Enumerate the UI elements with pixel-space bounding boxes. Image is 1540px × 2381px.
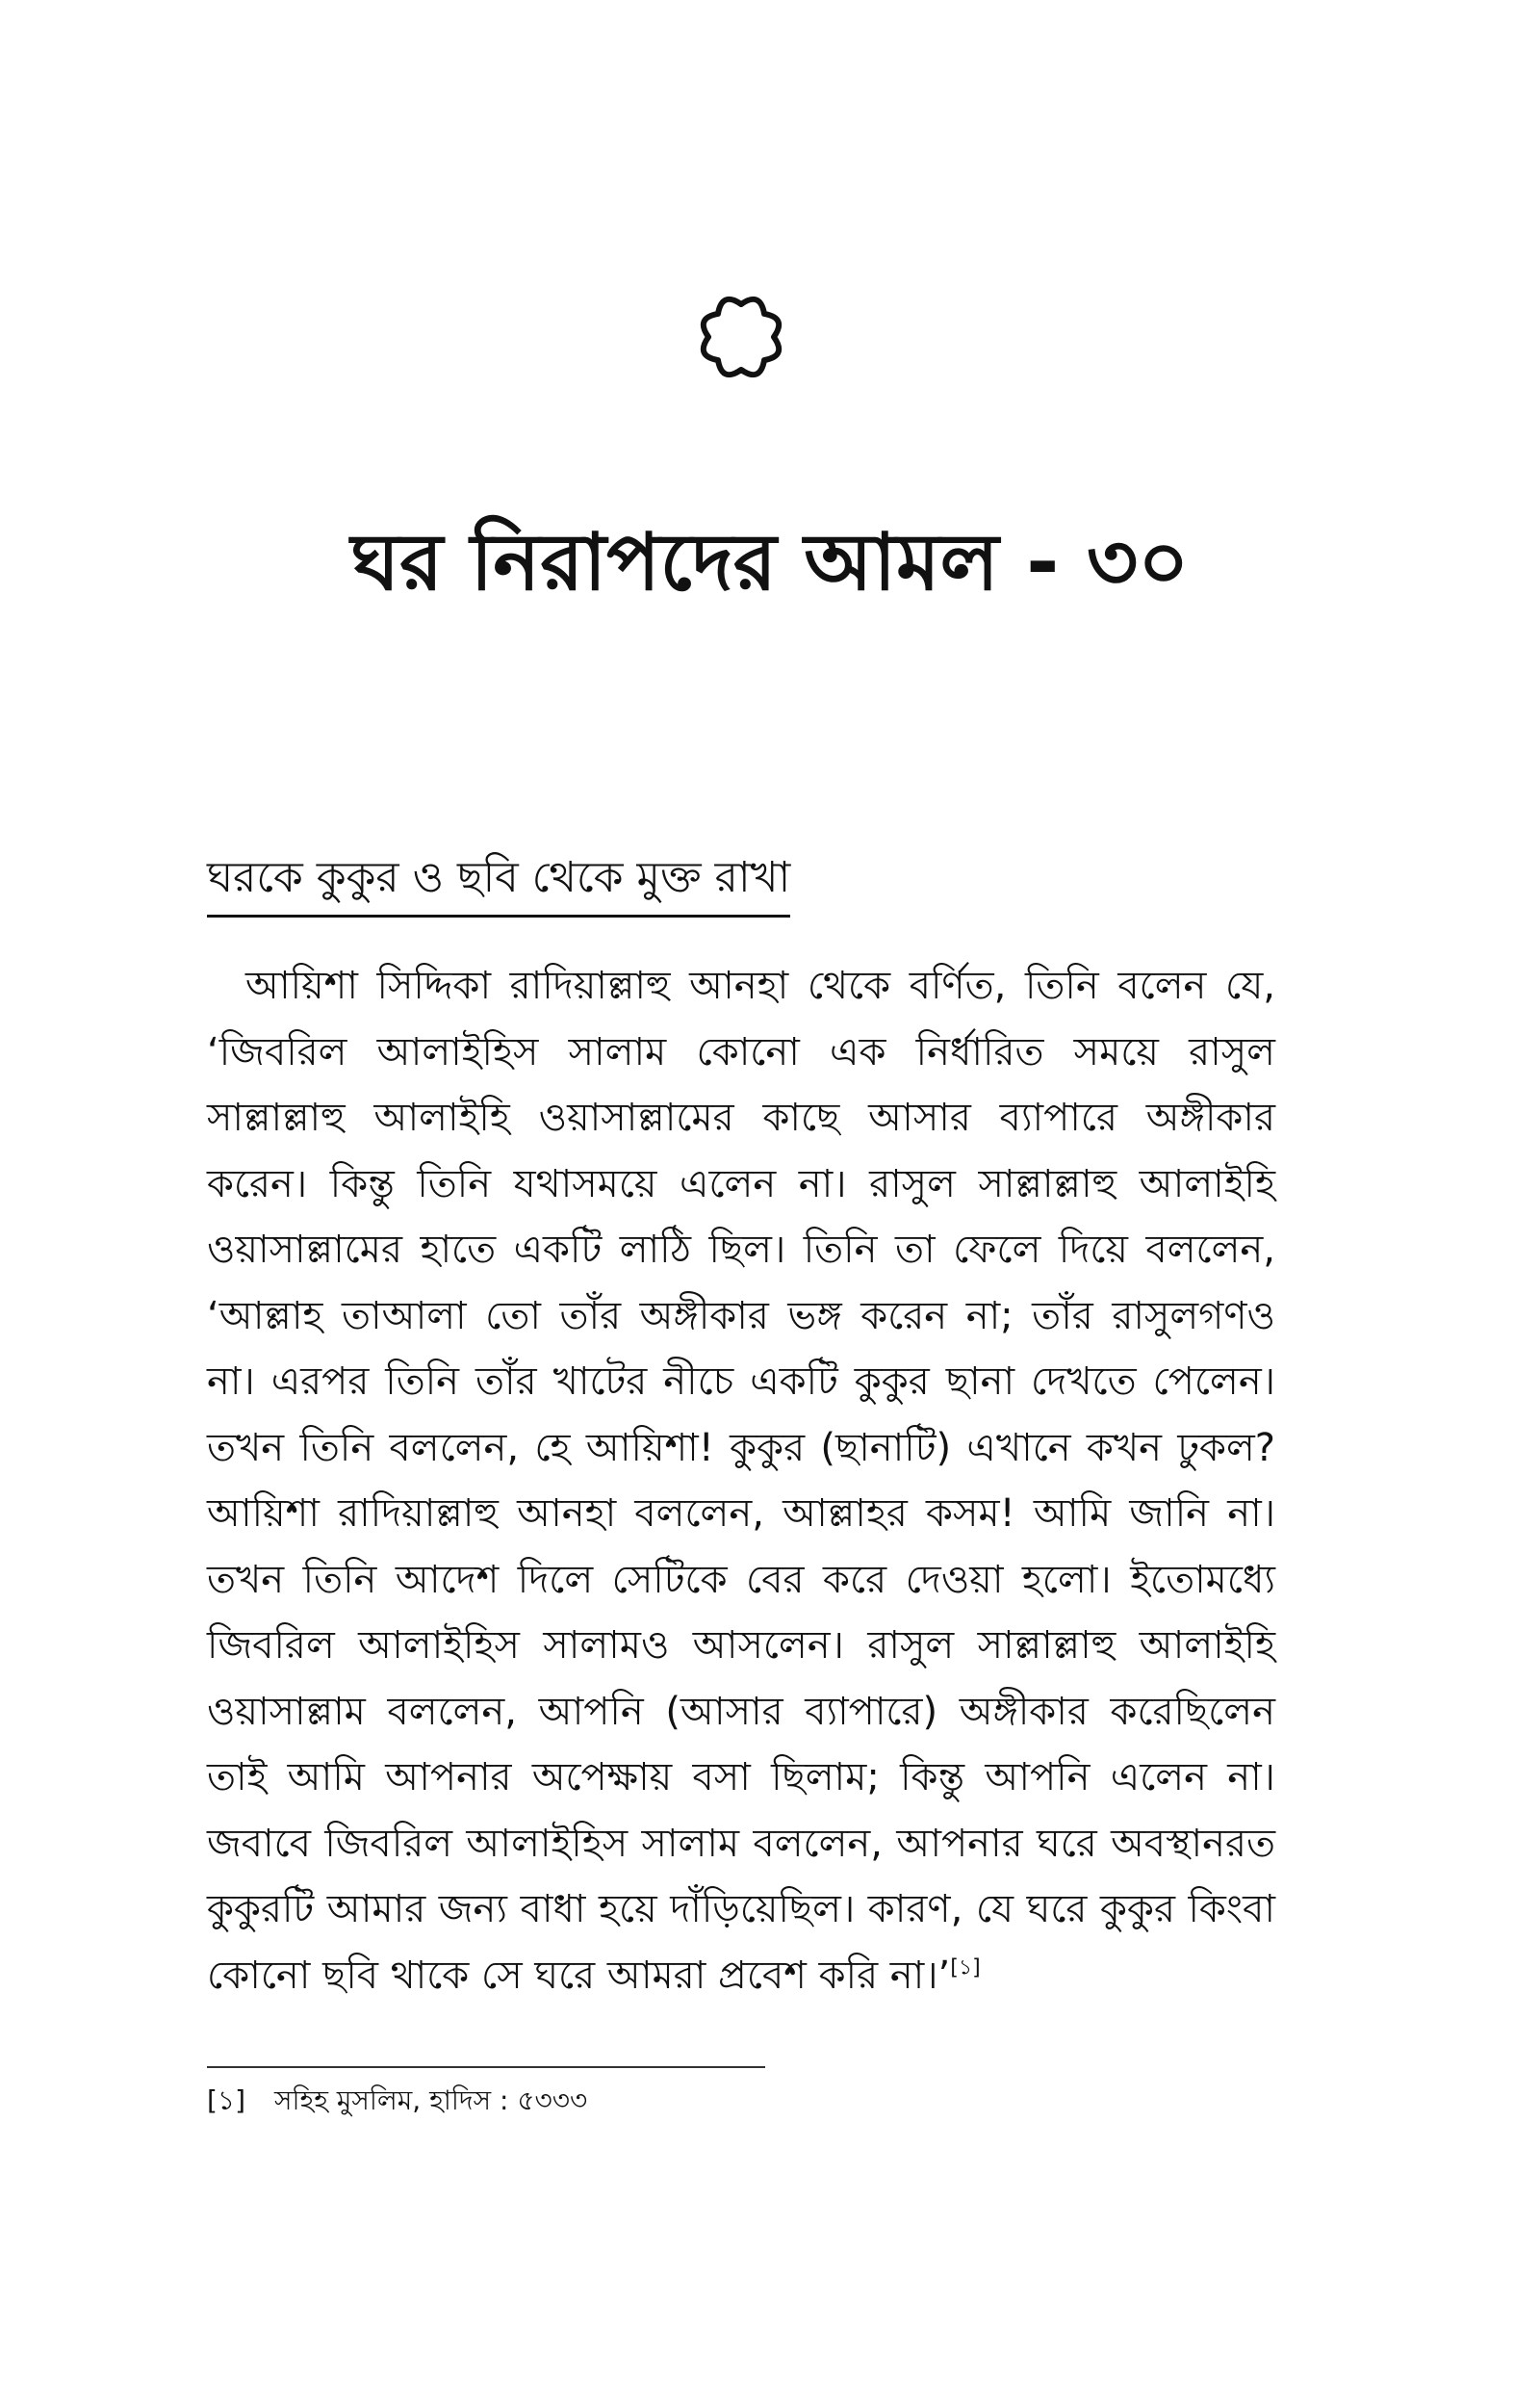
chapter-title: ঘর নিরাপদের আমল - ৩০ (350, 516, 1190, 608)
footnote-number: [১] (207, 2084, 246, 2116)
flower-ornament-icon (683, 279, 799, 395)
footnote (207, 2082, 587, 2120)
footnote-text: সহিহ মুসলিম, হাদিস : ৫৩৩৩ (274, 2084, 588, 2116)
footnote-divider (207, 2066, 765, 2068)
body-paragraph (207, 953, 1275, 2008)
section-heading: ঘরকে কুকুর ও ছবি থেকে মুক্ত রাখা (207, 847, 790, 918)
footnote-reference[interactable]: [১] (950, 1955, 981, 1980)
body-paragraph-text: আয়িশা সিদ্দিকা রাদিয়াল্লাহু আনহা থেকে বর্ণিত, তিনি বলেন যে, ‘জিবরিল আলাইহিস সালাম কোনো এক নির্ধারিত সময়ে রাসুল সাল্লাল্লাহু আলাইহি ওয়াসাল্লামের কাছে আসার ব্যাপারে অঙ্গীকার করেন। কিন্তু তিনি যথাসময়ে এলেন না। রাসুল সাল্লাল্লাহু আলাইহি ওয়াসাল্লামের হাতে একটি লাঠি ছিল। তিনি তা ফেলে দিয়ে বললেন, ‘আল্লাহ তাআলা তো তাঁর অঙ্গীকার ভঙ্গ করেন না; তাঁর রাসুলগণও না। এরপর তিনি তাঁর খাটের নীচে একটি কুকুর ছানা দেখতে পেলেন। তখন তিনি বললেন, হে আয়িশা! কুকুর (ছানাটি) এখানে কখন ঢুকল? আয়িশা রাদিয়াল্লাহু আনহা বললেন, আল্লাহর কসম! আমি জানি না। তখন তিনি আদেশ দিলে সেটিকে বের করে দেওয়া হলো। ইতোমধ্যে জিবরিল আলাইহিস সালামও আসলেন। রাসুল সাল্লাল্লাহু আলাইহি ওয়াসাল্লাম বললেন, আপনি (আসার ব্যাপারে) অঙ্গীকার করেছিলেন তাই আমি আপনার অপেক্ষায় বসা ছিলাম; কিন্তু আপনি এলেন না। জবাবে জিবরিল আলাইহিস সালাম বললেন, আপনার ঘরে অবস্থানরত কুকুরটি আমার জন্য বাধা হয়ে দাঁড়িয়েছিল। কারণ, যে ঘরে কুকুর কিংবা কোনো ছবি থাকে সে ঘরে আমরা প্রবেশ করি না।’ (207, 964, 1275, 1998)
